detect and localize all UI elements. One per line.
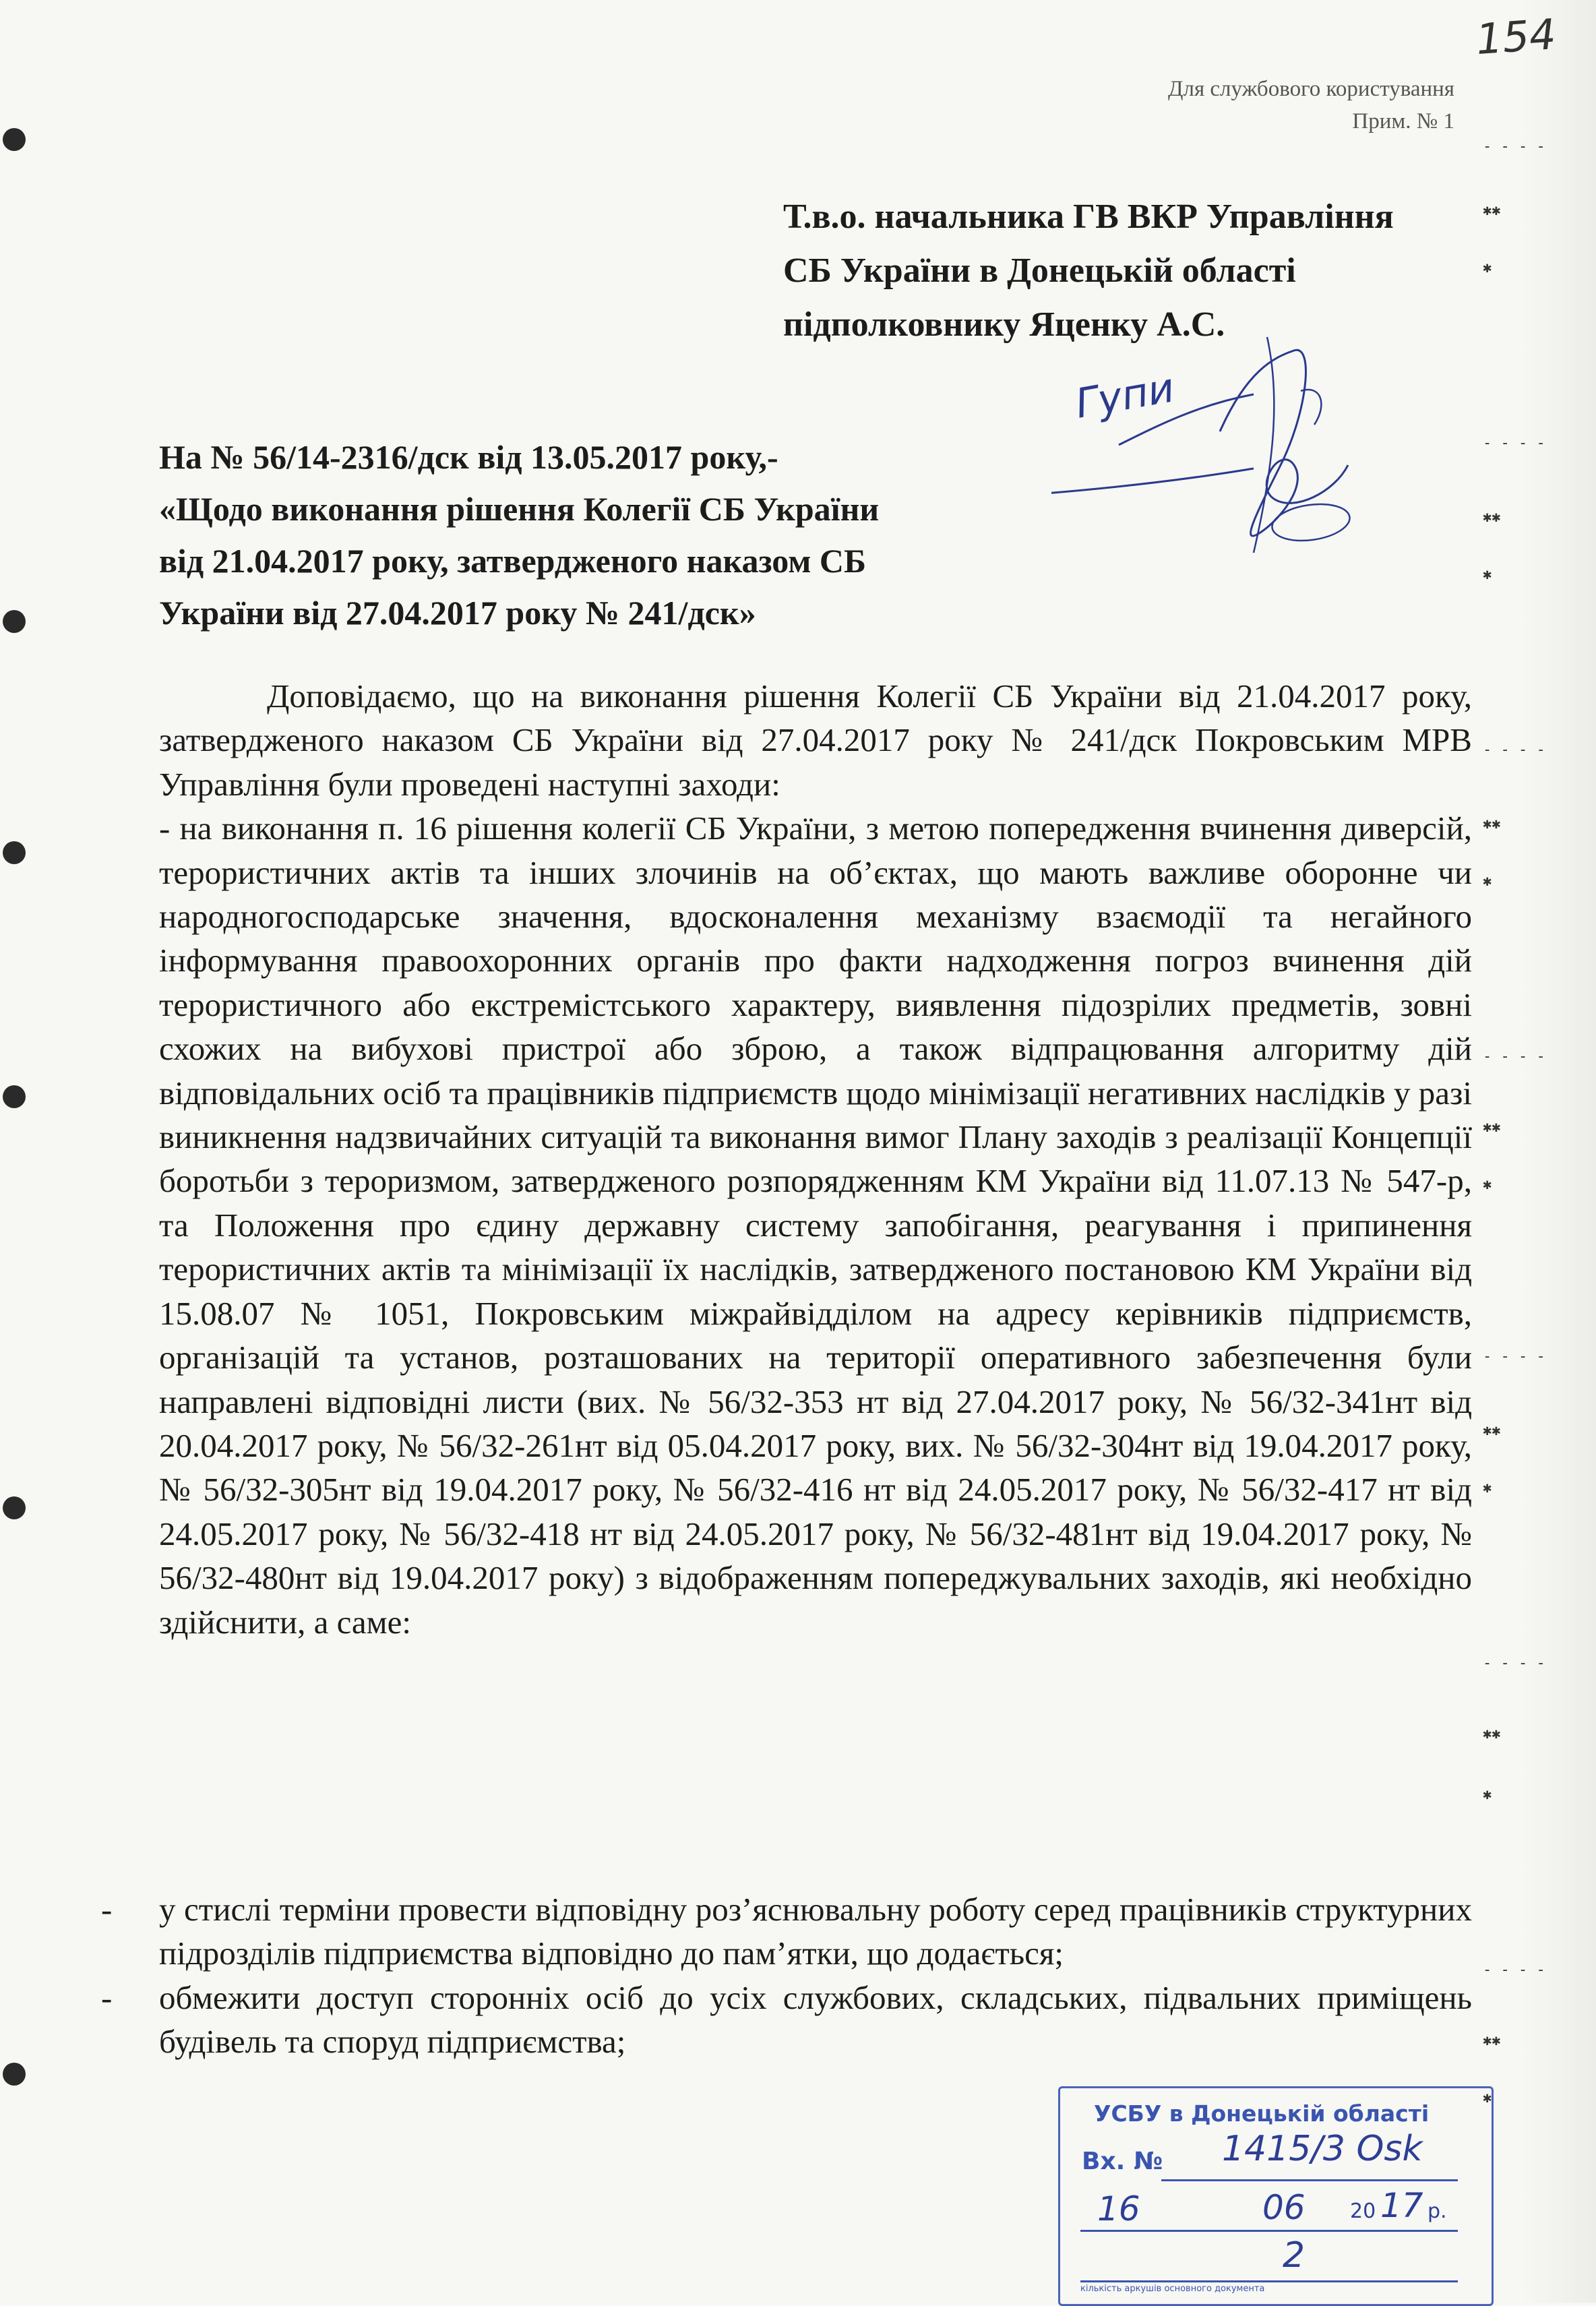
copy-number: Прим. № 1 — [1352, 109, 1454, 133]
stamp-rule — [1080, 2280, 1458, 2282]
scan-mark: - - - - — [1483, 138, 1545, 155]
subject-reference — [159, 431, 1035, 639]
scan-mark: ✱✱ — [1483, 1119, 1501, 1136]
handwritten-signature — [1051, 330, 1402, 573]
scan-mark: ✱✱ — [1483, 1422, 1501, 1439]
scan-mark: ✱ — [1483, 566, 1492, 583]
stamp-rule — [1161, 2179, 1458, 2181]
list-item — [101, 1887, 1472, 1976]
binder-hole — [3, 1085, 26, 1108]
subject-line: України від 27.04.2017 року № 241/дск» — [159, 594, 756, 632]
measures-list — [101, 1887, 1472, 2064]
stamp-title: УСБУ в Донецькій області — [1094, 2100, 1430, 2127]
handwritten-page-number: 154 — [1474, 9, 1558, 65]
scan-mark: ✱✱ — [1483, 816, 1501, 832]
list-dash: - — [101, 1891, 113, 1928]
registration-stamp — [1058, 2086, 1494, 2306]
classification-marking — [1168, 73, 1454, 138]
scan-mark: ✱ — [1483, 2090, 1492, 2106]
subject-line: «Щодо виконання рішення Колегії СБ України — [159, 490, 880, 528]
binder-hole — [3, 610, 26, 633]
scan-mark: ✱ — [1483, 873, 1492, 890]
stamp-year-end: р. — [1428, 2199, 1447, 2223]
scan-edge-shadow — [1522, 0, 1596, 2303]
stamp-month: 06 — [1262, 2188, 1306, 2227]
resolution-note: Гупи — [1072, 364, 1178, 428]
stamp-year-suffix: 17 — [1380, 2186, 1423, 2225]
addressee-block — [783, 190, 1484, 352]
scan-mark: - - - - — [1483, 741, 1545, 758]
addressee-line: Т.в.о. начальника ГВ ВКР Управління — [783, 198, 1394, 236]
scan-mark: - - - - — [1483, 1048, 1545, 1065]
scan-mark: - - - - — [1483, 435, 1545, 452]
scan-mark: ✱✱ — [1483, 1726, 1501, 1742]
scan-mark: - - - - — [1483, 1655, 1545, 1672]
scan-mark: ✱ — [1483, 1176, 1492, 1193]
addressee-line: підполковнику Яценку А.С. — [783, 305, 1225, 344]
scan-mark: ✱✱ — [1483, 509, 1501, 526]
scan-mark: ✱ — [1483, 260, 1492, 276]
list-dash: - — [101, 1978, 113, 2016]
body-paragraph: - на виконання п. 16 рішення колегії СБ України, з метою попередження вчинення диверсій, терористичних актів та інших злочинів на об’єктах, що мають важливе оборонне чи народногосподарське значення, вдосконалення механізму взаємодії та негайного інформування правоохоронних органів про факти надходження погроз вчинення дій терористичного або екстремістського характеру, виявлення підозрілих предметів, зовні схожих на вибухові пристрої або зброю, а також відпрацювання алгоритму дій відповідальних осіб та працівників підприємств щодо мінімізації негативних наслідків у разі виникнення надзвичайних ситуацій та виконання вимог Плану заходів з реалізації Концепції боротьби з тероризмом, затвердженого розпорядженням КМ України від 11.07.13 № 547-р, та Положення про єдину державну систему запобігання, реагування і припинення терористичних актів та мінімізації їх наслідків, затвердженого постановою КМ України від 15.08.07 № 1051, Покровським міжрайвідділом на адресу керівників підприємств, організацій та установ, розташованих на території оперативного забезпечення були направлені відповідні листи (вих. № 56/32-353 нт від 27.04.2017 року, № 56/32-341нт від 20.04.2017 року, № 56/32-261нт від 05.04.2017 року, вих. № 56/32-304нт від 19.04.2017 року, № 56/32-305нт від 19.04.2017 року, № 56/32-416 нт від 24.05.2017 року, № 56/32-417 нт від 24.05.2017 року, № 56/32-418 нт від 24.05.2017 року, № 56/32-481нт від 19.04.2017 року, № 56/32-480нт від 19.04.2017 року) з відображенням попереджувальних заходів, які необхідно здійснити, а саме: — [159, 810, 1472, 1641]
addressee-line: СБ України в Донецькій області — [783, 251, 1296, 290]
list-item-text: обмежити доступ сторонніх осіб до усіх службових, складських, підвальних приміщень будівель та споруд підприємства; — [159, 1978, 1472, 2061]
binder-hole — [3, 841, 26, 864]
scan-mark: ✱ — [1483, 1480, 1492, 1496]
list-item — [101, 1976, 1472, 2064]
scan-mark: - - - - — [1483, 1962, 1545, 1978]
scan-mark: ✱✱ — [1483, 2032, 1501, 2049]
list-item-text: у стислі терміни провести відповідну роз’яснювальну роботу серед працівників структурних підрозділів підприємства відповідно до пам’ятки, що додається; — [159, 1891, 1472, 1972]
binder-hole — [3, 128, 26, 151]
scan-mark: - - - - — [1483, 1348, 1545, 1365]
stamp-sheet-count: 2 — [1283, 2235, 1306, 2276]
stamp-rule — [1080, 2230, 1458, 2232]
classification-label: Для службового користування — [1167, 77, 1454, 101]
binder-hole — [3, 1496, 26, 1519]
subject-line: На № 56/14-2316/дск від 13.05.2017 року,- — [159, 438, 778, 476]
binder-hole — [3, 2063, 26, 2086]
stamp-year-prefix: 20 — [1350, 2199, 1376, 2223]
stamp-incoming-number: 1415/3 Osk — [1222, 2129, 1423, 2169]
stamp-incoming-label: Вх. № — [1082, 2148, 1163, 2175]
scan-mark: ✱ — [1483, 1786, 1492, 1803]
subject-line: від 21.04.2017 року, затвердженого наказом СБ — [159, 542, 867, 580]
scan-mark: ✱✱ — [1483, 202, 1501, 219]
stamp-footnote: кількість аркушів основного документа — [1080, 2284, 1265, 2294]
body-paragraph: Доповідаємо, що на виконання рішення Колегії СБ України від 21.04.2017 року, затвердженого наказом СБ України від 27.04.2017 року № 241/дск Покровським МРВ Управління були проведені наступні заходи: — [159, 677, 1472, 803]
document-body — [159, 674, 1472, 1644]
stamp-day: 16 — [1097, 2189, 1140, 2228]
